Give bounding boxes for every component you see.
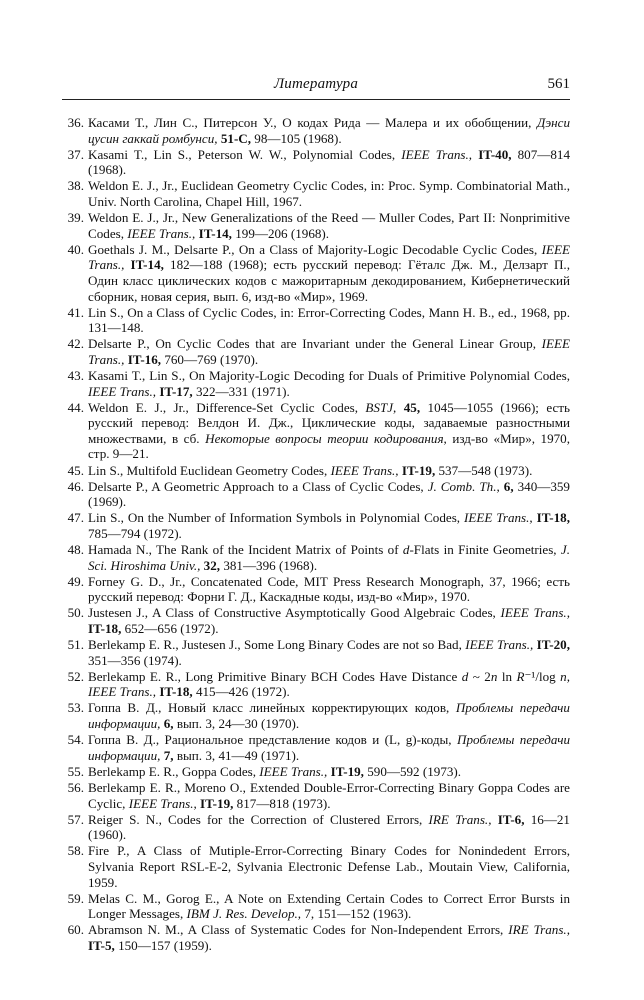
reference-segment: -Flats in Finite Geometries, [409, 542, 561, 558]
reference-segment: Weldon E. J., Jr., Difference-Set Cyclic Codes, [88, 399, 366, 415]
reference-segment: 785—794 (1972). [88, 525, 182, 541]
reference-item [62, 764, 570, 780]
reference-text [88, 732, 570, 763]
reference-text [88, 637, 570, 668]
reference-item [62, 368, 570, 399]
reference-segment: 322—331 (1971). [192, 383, 290, 399]
reference-segment: 652—656 (1972). [121, 621, 219, 636]
reference-text [88, 400, 570, 462]
reference-number: 54. [67, 732, 84, 748]
reference-bold-segment: IT-40, [478, 146, 512, 162]
reference-item [62, 843, 570, 890]
reference-number: 57. [67, 811, 84, 827]
reference-text [88, 242, 570, 304]
reference-segment: Justesen J., A Class of Constructive Asymptotically Good Algebraic Codes, [88, 605, 501, 621]
reference-bold-segment: IT-14, [198, 225, 232, 241]
reference-italic-segment: d [402, 542, 410, 558]
reference-segment: Berlekamp E. R., Moreno O., Extended Double-Error-Correcting Binary Goppa Codes are Cyclic, [88, 779, 570, 811]
reference-bold-segment: IT-20, [536, 637, 570, 653]
reference-text [88, 368, 570, 399]
reference-number: 41. [67, 304, 84, 320]
reference-item [62, 574, 570, 605]
reference-item [62, 542, 570, 573]
reference-number: 48. [67, 542, 84, 558]
reference-bold-segment: IT-18, [159, 684, 193, 700]
reference-italic-segment: IEEE Trans., [88, 383, 157, 399]
reference-segment: вып. 3, 41—49 (1971). [173, 747, 300, 763]
page-header [62, 76, 570, 98]
reference-bold-segment: 6, [163, 716, 174, 732]
reference-segment: 1045—1055 (1966); есть русский перевод: Велдон И. Дж., Циклические коды, задаваемые разностными множествами, в сб. [88, 399, 570, 446]
reference-number: 55. [67, 763, 84, 779]
reference-item [62, 605, 570, 636]
reference-bold-segment: IT-19, [401, 462, 436, 478]
reference-segment: 760—769 (1970). [161, 351, 259, 367]
reference-segment: 817—818 (1973). [233, 795, 331, 811]
reference-item [62, 700, 570, 731]
reference-bold-segment: IT-14, [130, 257, 164, 273]
reference-number: 47. [67, 510, 84, 526]
reference-text [88, 542, 570, 573]
reference-italic-segment: Проблемы передачи информации, [88, 700, 570, 732]
reference-segment: 590—592 (1973). [363, 763, 462, 779]
reference-item [62, 637, 570, 668]
reference-segment: Delsarte P., A Geometric Approach to a Class of Cyclic Codes, [88, 478, 428, 494]
reference-italic-segment: R [516, 668, 525, 684]
reference-segment: 98—105 (1968). [251, 130, 342, 146]
reference-item [62, 147, 570, 178]
reference-segment: Abramson N. M., A Class of Systematic Codes for Non-Independent Errors, [88, 922, 509, 938]
reference-text [88, 764, 570, 780]
reference-item [62, 812, 570, 843]
reference-segment: Weldon E. J., Jr., Euclidean Geometry Cyclic Codes, in: Proc. Symp. Combinatorial Math., Univ. North Carolina, Chapel Hill, 1967. [88, 178, 570, 209]
reference-number: 39. [67, 210, 84, 226]
reference-number: 37. [67, 146, 84, 162]
reference-text [88, 305, 570, 336]
reference-segment: 340—359 (1969). [88, 478, 570, 510]
reference-item [62, 510, 570, 541]
reference-italic-segment: IEEE Trans., [88, 684, 157, 700]
reference-segment: Гоппа В. Д., Новый класс линейных корректирующих кодов, [88, 700, 456, 716]
reference-segment: Lin S., On the Number of Information Symbols in Polynomial Codes, [88, 510, 465, 526]
reference-segment: Lin S., On a Class of Cyclic Codes, in: Error-Correcting Codes, Mann H. B., ed., 1968, pp. 131—148. [88, 304, 570, 336]
reference-segment: 16—21 (1960). [88, 811, 570, 843]
reference-italic-segment: IEEE Trans., [88, 241, 570, 273]
reference-bold-segment: 32, [203, 557, 221, 573]
reference-number: 46. [67, 478, 84, 494]
reference-list [62, 115, 570, 954]
reference-text [88, 812, 570, 843]
reference-text [88, 922, 570, 953]
reference-italic-segment: IEEE Trans., [401, 146, 473, 162]
reference-segment [396, 400, 403, 415]
reference-item [62, 178, 570, 209]
reference-segment: Berlekamp E. R., Long Primitive Binary BCH Codes Have Distance [88, 668, 462, 684]
reference-segment: 537—548 (1973). [435, 462, 533, 478]
reference-text [88, 178, 570, 209]
page-number: 561 [547, 76, 570, 92]
reference-number: 44. [67, 399, 84, 415]
reference-text [88, 147, 570, 178]
reference-segment: Kasami T., Lin S., On Majority-Logic Decoding for Duals of Primitive Polynomial Codes, [88, 368, 570, 383]
reference-item [62, 210, 570, 241]
reference-text [88, 891, 570, 922]
reference-number: 58. [67, 843, 84, 859]
reference-italic-segment: Дэнси цусин гаккай ромбунси, [88, 115, 570, 146]
reference-bold-segment: IT-17, [159, 383, 193, 399]
reference-text [88, 463, 570, 479]
reference-segment: 351—356 (1974). [88, 652, 182, 668]
reference-bold-segment: 45, [403, 399, 421, 415]
reference-text [88, 780, 570, 811]
reference-segment: Delsarte P., On Cyclic Codes that are Invariant under the General Linear Group, [88, 336, 542, 352]
reference-item [62, 115, 570, 146]
reference-segment: Melas C. M., Gorog E., A Note on Extending Certain Codes to Correct Error Bursts in Longer Messages, [88, 890, 570, 922]
reference-italic-segment: IEEE Trans., [330, 462, 399, 478]
reference-segment: 199—206 (1968). [231, 225, 330, 241]
reference-italic-segment: J. Comb. Th., [427, 478, 500, 494]
reference-segment: ln [497, 668, 517, 684]
reference-segment: 7, 151—152 (1963). [301, 906, 412, 922]
reference-bold-segment: IT-16, [127, 351, 162, 367]
reference-italic-segment: IEEE Trans., [88, 336, 570, 367]
reference-italic-segment: J. Sci. Hiroshima Univ., [88, 542, 570, 573]
reference-text [88, 843, 570, 890]
reference-italic-segment: IRE Trans., [508, 922, 570, 938]
reference-segment: изд-во «Мир», 1970, стр. 9—21. [88, 430, 571, 462]
reference-italic-segment: IBM J. Res. Develop., [186, 906, 302, 922]
reference-text [88, 574, 570, 605]
reference-item [62, 891, 570, 922]
reference-number: 40. [67, 241, 84, 257]
reference-bold-segment: 6, [503, 478, 514, 494]
reference-segment: Hamada N., The Rank of the Incident Matrix of Points of [88, 542, 403, 558]
reference-segment: ~ 2 [468, 668, 491, 684]
reference-segment: Weldon E. J., Jr., New Generalizations of the Reed — Muller Codes, Part II: Nonprimitive Codes, [88, 210, 570, 241]
reference-item [62, 669, 570, 700]
reference-segment: ⁻¹/log [524, 668, 561, 684]
reference-italic-segment: Некоторые вопросы теории кодирования, [205, 430, 447, 446]
reference-item [62, 463, 570, 479]
reference-segment: Berlekamp E. R., Goppa Codes, [88, 763, 260, 779]
reference-text [88, 605, 570, 636]
reference-text [88, 700, 570, 731]
running-title: Литература [273, 76, 359, 92]
reference-bold-segment: 7, [163, 747, 174, 763]
reference-item [62, 732, 570, 763]
reference-italic-segment: BSTJ, [365, 399, 397, 415]
reference-italic-segment: IEEE Trans., [127, 225, 196, 241]
reference-italic-segment: IEEE Trans., [500, 605, 570, 621]
reference-text [88, 669, 570, 700]
reference-number: 52. [67, 668, 84, 684]
reference-item [62, 242, 570, 304]
reference-segment: Касами Т., Лин С., Питерсон У., О кодах Рида — Малера и их обобщении, [88, 115, 538, 130]
reference-bold-segment: 51-C, [220, 130, 252, 146]
reference-number: 51. [67, 637, 84, 653]
reference-number: 53. [67, 700, 84, 716]
reference-segment: 182—188 (1968); есть русский перевод: Гёталс Дж. М., Делзарт П., Один класс циклических кодов с мажоритарным декодированием, Кибернетический сборник, новая серия, вып. 6, изд-во «Мир», 1969. [88, 257, 570, 304]
reference-segment: 150—157 (1959). [114, 937, 212, 953]
reference-segment: 415—426 (1972). [192, 684, 290, 700]
reference-italic-segment: IEEE Trans., [464, 510, 533, 526]
reference-bold-segment: IT-19, [200, 795, 234, 811]
reference-segment: Lin S., Multifold Euclidean Geometry Codes, [88, 462, 331, 478]
reference-italic-segment: n [490, 668, 498, 684]
reference-italic-segment: IEEE Trans., [465, 637, 534, 653]
reference-segment: Гоппа В. Д., Рациональное представление кодов и (L, g)-коды, [88, 732, 457, 748]
reference-segment: Berlekamp E. R., Justesen J., Some Long Binary Codes are not so Bad, [88, 637, 466, 653]
reference-bold-segment: IT-19, [330, 763, 364, 779]
reference-number: 42. [67, 336, 84, 352]
reference-segment: 381—396 (1968). [220, 557, 318, 573]
reference-segment: Fire P., A Class of Mutiple-Error-Correcting Binary Codes for Nonindedent Errors, Sylvania Report RSL-E-2, Sylvania Electronic Defense Lab., Moutain View, California, 1959. [88, 843, 570, 890]
reference-number: 60. [67, 922, 84, 938]
reference-text [88, 510, 570, 541]
reference-number: 49. [67, 573, 84, 589]
reference-item [62, 400, 570, 462]
reference-number: 36. [67, 115, 84, 130]
reference-text [88, 210, 570, 241]
reference-segment: Kasami T., Lin S., Peterson W. W., Polynomial Codes, [88, 146, 402, 162]
reference-segment: Forney G. D., Jr., Concatenated Code, MIT Press Research Monograph, 37, 1966; есть русский перевод: Форни Г. Д., Каскадные коды, изд-во «Мир», 1970. [88, 573, 570, 605]
reference-italic-segment: IEEE Trans., [128, 795, 197, 811]
reference-italic-segment: Проблемы передачи информации, [88, 732, 570, 763]
reference-number: 56. [67, 779, 84, 795]
reference-segment: Goethals J. M., Delsarte P., On a Class of Majority-Logic Decodable Cyclic Codes, [88, 241, 542, 257]
reference-item [62, 305, 570, 336]
reference-number: 45. [67, 462, 84, 478]
reference-segment: Reiger S. N., Codes for the Correction of Clustered Errors, [88, 811, 429, 827]
header-rule [62, 99, 570, 100]
reference-number: 43. [67, 368, 84, 383]
reference-italic-segment: IEEE Trans., [259, 763, 328, 779]
reference-number: 50. [67, 605, 84, 621]
reference-text [88, 115, 570, 146]
reference-item [62, 336, 570, 367]
reference-bold-segment: IT-6, [497, 811, 525, 827]
reference-item [62, 780, 570, 811]
reference-segment: 807—814 (1968). [88, 146, 571, 178]
reference-segment: вып. 3, 24—30 (1970). [173, 716, 300, 732]
reference-item [62, 479, 570, 510]
reference-italic-segment: IRE Trans., [428, 811, 492, 827]
reference-bold-segment: IT-18, [88, 621, 122, 636]
reference-bold-segment: IT-18, [536, 510, 570, 526]
reference-bold-segment: IT-5, [88, 937, 115, 953]
reference-number: 38. [67, 178, 84, 194]
reference-italic-segment: n, [560, 668, 570, 684]
reference-italic-segment: d [461, 668, 469, 684]
reference-text [88, 336, 570, 367]
reference-text [88, 479, 570, 510]
reference-number: 59. [67, 890, 84, 906]
reference-item [62, 922, 570, 953]
